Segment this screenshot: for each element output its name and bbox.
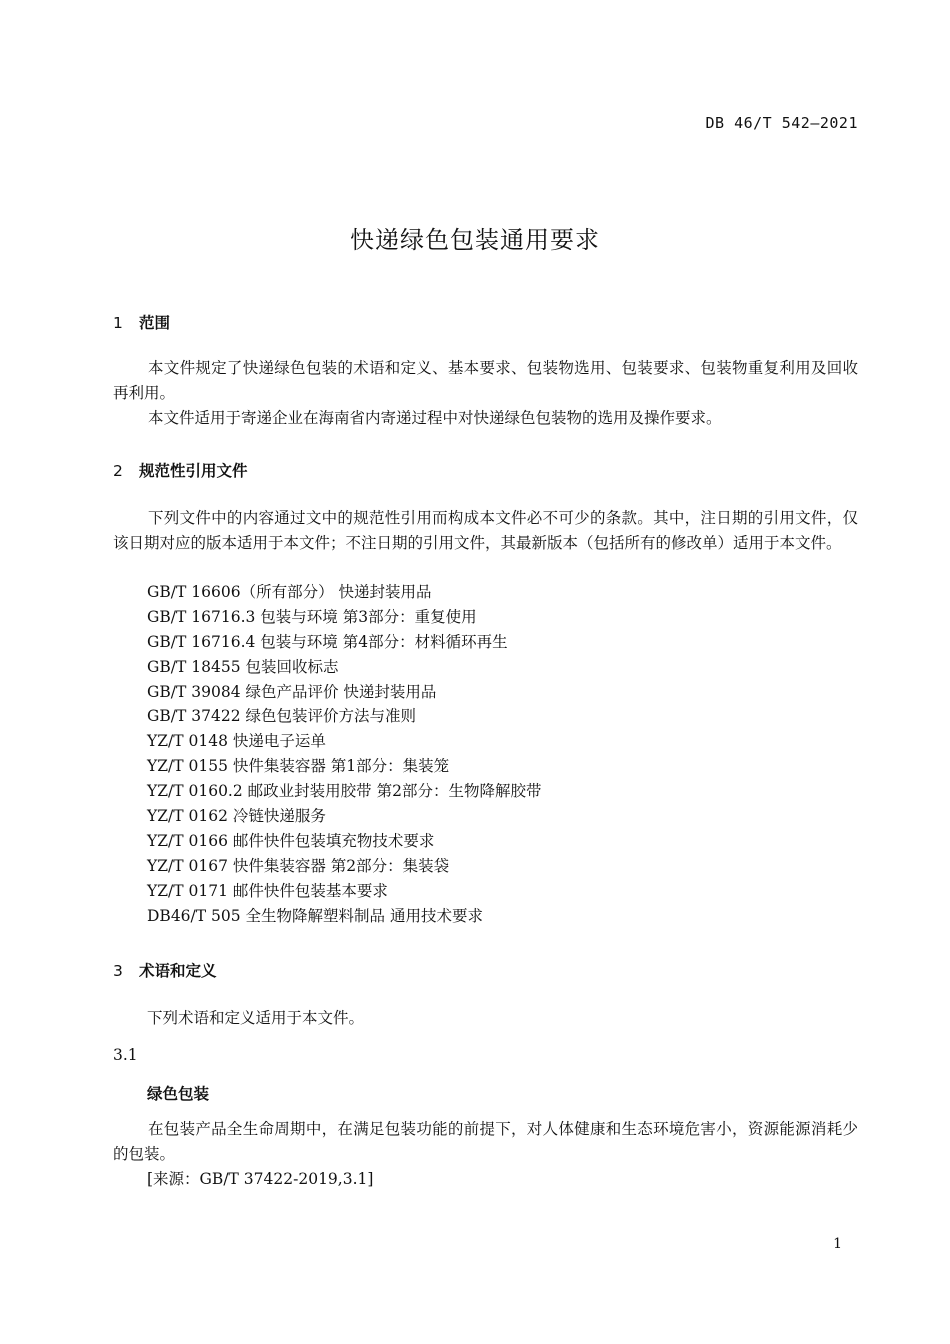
document-title: 快递绿色包装通用要求: [350, 226, 600, 254]
section-number: 3: [113, 962, 123, 980]
section-1-heading: [113, 311, 170, 333]
reference-item: DB46/T 505 全生物降解塑料制品 通用技术要求: [147, 906, 483, 925]
page-number: 1: [833, 1236, 842, 1252]
reference-item: YZ/T 0167 快件集装容器 第2部分：集装袋: [147, 856, 450, 875]
reference-list: [147, 580, 541, 928]
paragraph: 下列文件中的内容通过文中的规范性引用而构成本文件必不可少的条款。其中，注日期的引用文件，仅该日期对应的版本适用于本文件；不注日期的引用文件，其最新版本（包括所有的修改单）适用于本文件。: [113, 509, 858, 552]
reference-item: YZ/T 0155 快件集装容器 第1部分：集装笼: [147, 757, 450, 776]
reference-item: YZ/T 0148 快递电子运单: [147, 732, 326, 751]
paragraph: 下列术语和定义适用于本文件。: [147, 1009, 365, 1027]
standard-code: DB 46/T 542—2021: [705, 114, 858, 132]
paragraph: 本文件适用于寄递企业在海南省内寄递过程中对快递绿色包装物的选用及操作要求。: [148, 409, 722, 427]
reference-item: YZ/T 0162 冷链快递服务: [147, 807, 326, 826]
term-number: 3.1: [113, 1046, 138, 1064]
reference-item: GB/T 16716.3 包装与环境 第3部分：重复使用: [147, 607, 477, 626]
section-title: 范围: [139, 314, 171, 332]
section-2-heading: [113, 459, 248, 481]
term-name: 绿色包装: [147, 1085, 210, 1103]
reference-item: YZ/T 0160.2 邮政业封装用胶带 第2部分：生物降解胶带: [147, 782, 542, 801]
term-source: [来源：GB/T 37422-2019,3.1]: [147, 1170, 374, 1188]
section-3-heading: [113, 959, 217, 981]
reference-item: YZ/T 0171 邮件快件包装基本要求: [147, 881, 388, 900]
paragraph: 本文件规定了快递绿色包装的术语和定义、基本要求、包装物选用、包装要求、包装物重复利用及回收再利用。: [113, 359, 858, 402]
section-title: 规范性引用文件: [139, 462, 248, 480]
section-number: 1: [113, 314, 123, 332]
section-title: 术语和定义: [139, 962, 217, 980]
reference-item: GB/T 18455 包装回收标志: [147, 657, 339, 676]
reference-item: GB/T 37422 绿色包装评价方法与准则: [147, 707, 416, 726]
reference-item: GB/T 16606（所有部分） 快递封装用品: [147, 583, 432, 601]
section-number: 2: [113, 462, 123, 480]
reference-item: YZ/T 0166 邮件快件包装填充物技术要求: [147, 831, 435, 850]
reference-item: GB/T 16716.4 包装与环境 第4部分：材料循环再生: [147, 632, 508, 651]
term-definition: 在包装产品全生命周期中，在满足包装功能的前提下，对人体健康和生态环境危害小，资源能源消耗少的包装。: [113, 1120, 858, 1163]
reference-item: GB/T 39084 绿色产品评价 快递封装用品: [147, 682, 437, 701]
